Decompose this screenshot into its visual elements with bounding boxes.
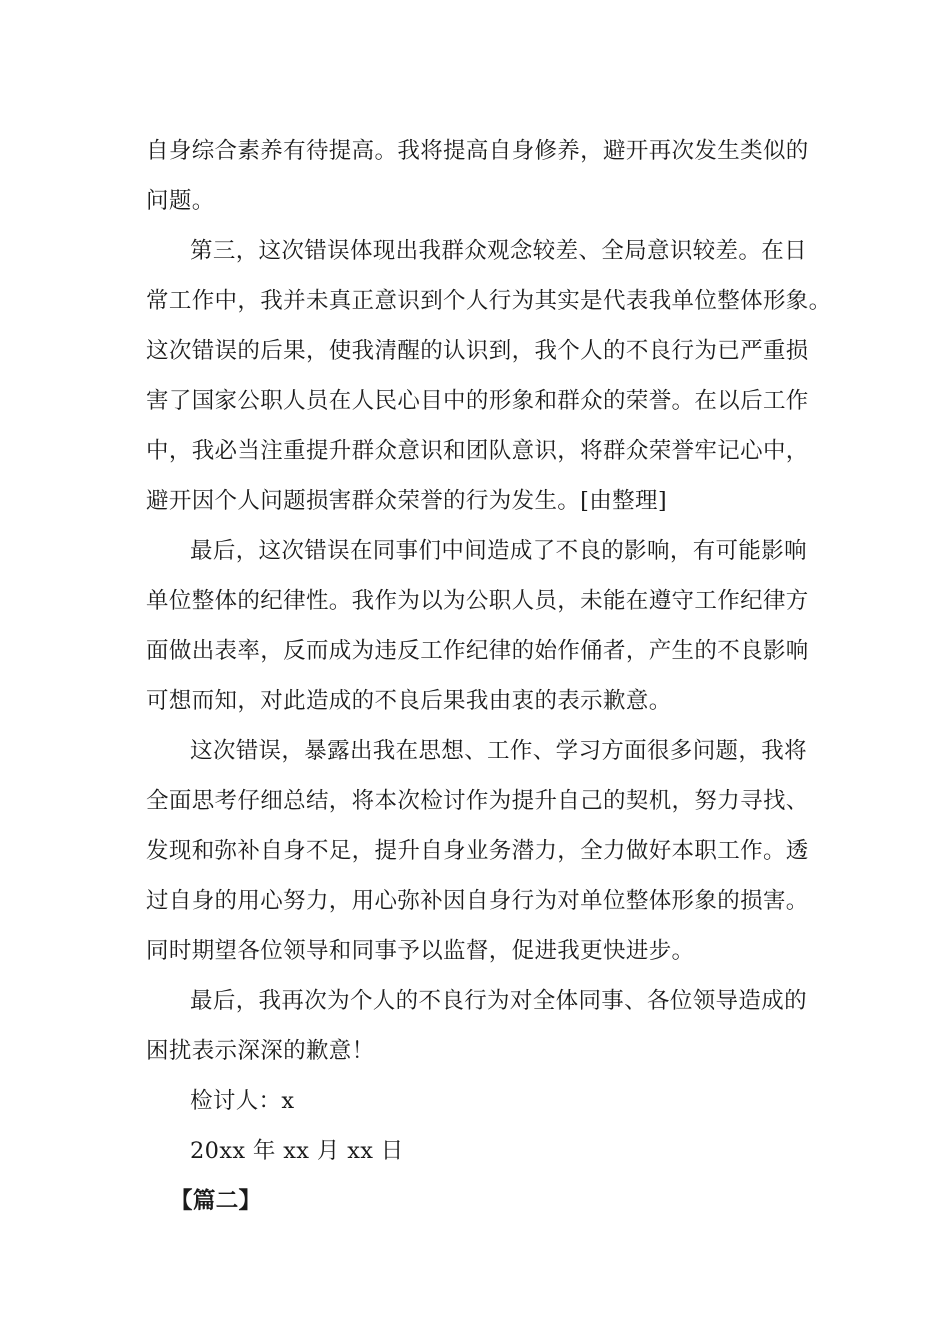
text-line: 避开因个人问题损害群众荣誉的行为发生。[由整理]: [146, 488, 667, 514]
text-line: 常工作中，我并未真正意识到个人行为其实是代表我单位整体形象。: [146, 288, 832, 314]
paragraph-start-line: 最后，这次错误在同事们中间造成了不良的影响，有可能影响: [190, 538, 807, 564]
paragraph-start-line: 第三，这次错误体现出我群众观念较差、全局意识较差。在日: [190, 238, 807, 264]
text-line: 可想而知，对此造成的不良后果我由衷的表示歉意。: [146, 688, 672, 714]
text-line: 全面思考仔细总结，将本次检讨作为提升自己的契机，努力寻找、: [146, 788, 809, 814]
text-line: 困扰表示深深的歉意！: [146, 1038, 375, 1064]
text-line: 问题。: [146, 188, 215, 214]
paragraph-start-line: 最后，我再次为个人的不良行为对全体同事、各位领导造成的: [190, 988, 807, 1014]
text-line: 过自身的用心努力，用心弥补因自身行为对单位整体形象的损害。: [146, 888, 809, 914]
date-line: 20xx 年 xx 月 xx 日: [190, 1138, 404, 1164]
text-line: 单位整体的纪律性。我作为以为公职人员，未能在遵守工作纪律方: [146, 588, 809, 614]
text-line: 同时期望各位领导和同事予以监督，促进我更快进步。: [146, 938, 695, 964]
text-line: 自身综合素养有待提高。我将提高自身修养，避开再次发生类似的: [146, 138, 809, 164]
text-line: 发现和弥补自身不足，提升自身业务潜力，全力做好本职工作。透: [146, 838, 809, 864]
paragraph-start-line: 这次错误，暴露出我在思想、工作、学习方面很多问题，我将: [190, 738, 807, 764]
text-line: 中，我必当注重提升群众意识和团队意识，将群众荣誉牢记心中，: [146, 438, 809, 464]
signature-line: 检讨人：x: [190, 1088, 295, 1114]
section-heading: 【篇二】: [170, 1188, 262, 1214]
text-line: 害了国家公职人员在人民心目中的形象和群众的荣誉。在以后工作: [146, 388, 809, 414]
text-line: 面做出表率，反而成为违反工作纪律的始作俑者，产生的不良影响: [146, 638, 809, 664]
text-line: 这次错误的后果，使我清醒的认识到，我个人的不良行为已严重损: [146, 338, 809, 364]
